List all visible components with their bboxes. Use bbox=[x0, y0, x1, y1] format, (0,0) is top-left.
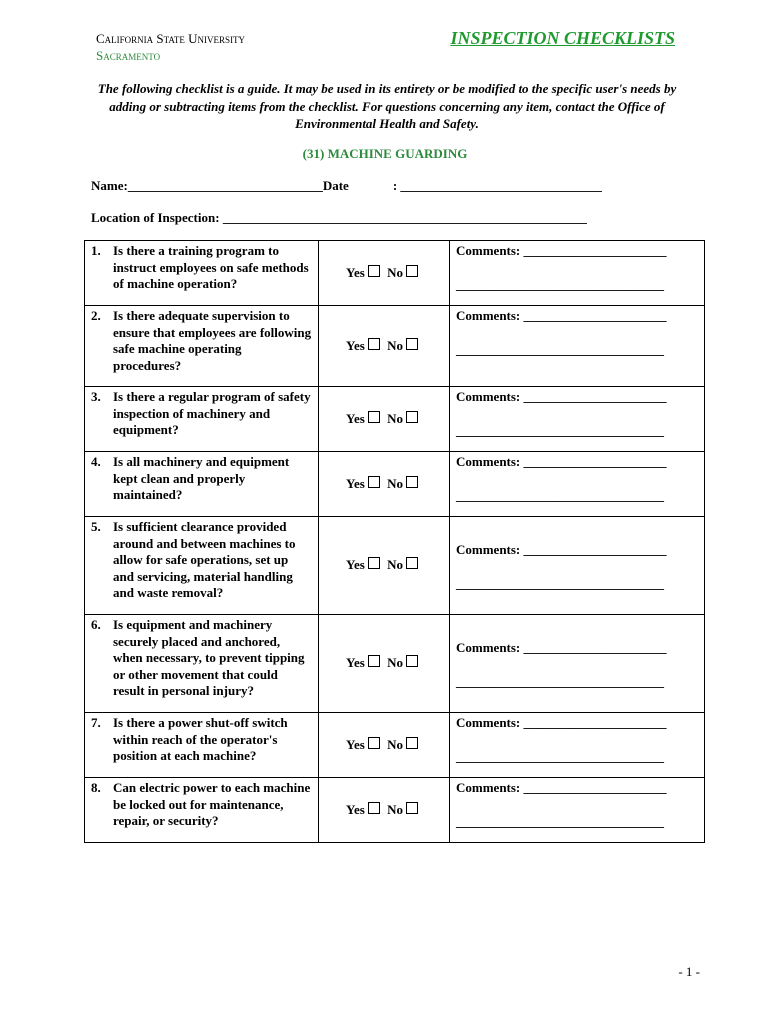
checklist-table bbox=[84, 240, 705, 843]
yes-checkbox[interactable] bbox=[368, 338, 380, 350]
checklist-row bbox=[85, 452, 705, 517]
no-label: No bbox=[387, 264, 403, 280]
comments-field-line-2[interactable]: ________________________________ bbox=[456, 575, 664, 591]
question-text: Is there a power shut-off switch within reach of the operator's position at each machine? bbox=[113, 715, 288, 763]
comments-field[interactable]: ______________________ bbox=[523, 715, 667, 730]
yes-label: Yes bbox=[346, 264, 365, 280]
question-text: Is there a training program to instruct employees on safe methods of machine operation? bbox=[113, 243, 309, 291]
no-checkbox[interactable] bbox=[406, 557, 418, 569]
comments-label: Comments: bbox=[456, 780, 521, 795]
no-label: No bbox=[387, 736, 403, 752]
no-label: No bbox=[387, 557, 403, 573]
checklist-row bbox=[85, 713, 705, 778]
yes-checkbox[interactable] bbox=[368, 655, 380, 667]
comments-field[interactable]: ______________________ bbox=[523, 308, 667, 323]
question-text: Is all machinery and equipment kept clean and properly maintained? bbox=[113, 454, 290, 502]
question-cell bbox=[85, 517, 319, 615]
question-number: 7. bbox=[91, 715, 101, 730]
question-number: 8. bbox=[91, 780, 101, 795]
yes-label: Yes bbox=[346, 655, 365, 671]
answer-cell bbox=[319, 241, 450, 306]
no-checkbox[interactable] bbox=[406, 737, 418, 749]
comments-field[interactable]: ______________________ bbox=[523, 542, 667, 557]
question-text: Is equipment and machinery securely placed and anchored, when necessary, to prevent tipping or other movement that could result in personal injury? bbox=[113, 617, 305, 698]
no-label: No bbox=[387, 337, 403, 353]
question-text: Can electric power to each machine be locked out for maintenance, repair, or security? bbox=[113, 780, 311, 828]
checklist-row bbox=[85, 615, 705, 713]
comments-field[interactable]: ______________________ bbox=[523, 454, 667, 469]
section-title: (31) MACHINE GUARDING bbox=[302, 146, 468, 161]
no-label: No bbox=[387, 410, 403, 426]
comments-cell bbox=[450, 452, 705, 517]
yes-label: Yes bbox=[346, 410, 365, 426]
university-line-1: California State University bbox=[96, 31, 246, 46]
comments-field-line-2[interactable]: ________________________________ bbox=[456, 487, 664, 503]
question-cell bbox=[85, 615, 319, 713]
question-number: 4. bbox=[91, 454, 101, 469]
comments-cell bbox=[450, 306, 705, 387]
question-cell bbox=[85, 387, 319, 452]
comments-label: Comments: bbox=[456, 243, 521, 258]
answer-cell bbox=[319, 387, 450, 452]
university-name bbox=[96, 30, 245, 64]
no-checkbox[interactable] bbox=[406, 338, 418, 350]
comments-label: Comments: bbox=[456, 542, 521, 557]
comments-cell bbox=[450, 778, 705, 843]
comments-field-line-2[interactable]: ________________________________ bbox=[456, 813, 664, 829]
page-number: - 1 - bbox=[678, 964, 700, 979]
comments-field-line-2[interactable]: ________________________________ bbox=[456, 673, 664, 689]
answer-cell bbox=[319, 452, 450, 517]
no-label: No bbox=[387, 475, 403, 491]
no-checkbox[interactable] bbox=[406, 476, 418, 488]
no-checkbox[interactable] bbox=[406, 655, 418, 667]
comments-field-line-2[interactable]: ________________________________ bbox=[456, 422, 664, 438]
university-line-2: Sacramento bbox=[96, 48, 161, 63]
comments-cell bbox=[450, 615, 705, 713]
yes-checkbox[interactable] bbox=[368, 737, 380, 749]
checklist-row bbox=[85, 517, 705, 615]
yes-label: Yes bbox=[346, 337, 365, 353]
question-cell bbox=[85, 241, 319, 306]
no-checkbox[interactable] bbox=[406, 265, 418, 277]
yes-label: Yes bbox=[346, 736, 365, 752]
comments-cell bbox=[450, 713, 705, 778]
yes-label: Yes bbox=[346, 801, 365, 817]
comments-label: Comments: bbox=[456, 715, 521, 730]
comments-field-line-2[interactable]: ________________________________ bbox=[456, 276, 664, 292]
yes-checkbox[interactable] bbox=[368, 265, 380, 277]
no-label: No bbox=[387, 801, 403, 817]
comments-label: Comments: bbox=[456, 640, 521, 655]
no-checkbox[interactable] bbox=[406, 802, 418, 814]
comments-field-line-2[interactable]: ________________________________ bbox=[456, 341, 664, 357]
yes-label: Yes bbox=[346, 557, 365, 573]
question-number: 3. bbox=[91, 389, 101, 404]
question-text: Is there adequate supervision to ensure that employees are following safe machine operating procedures? bbox=[113, 308, 312, 373]
name-label: Name: bbox=[91, 178, 128, 193]
date-label: Date bbox=[322, 178, 349, 193]
location-row bbox=[91, 210, 651, 226]
comments-label: Comments: bbox=[456, 454, 521, 469]
answer-cell bbox=[319, 306, 450, 387]
question-cell bbox=[85, 306, 319, 387]
checklist-row bbox=[85, 778, 705, 843]
comments-field[interactable]: ______________________ bbox=[523, 243, 667, 258]
intro-paragraph: The following checklist is a guide. It may be used in its entirety or be modified to the specific user's needs by adding or subtracting items from the checklist. For questions concerning any item, contact the Office of Environmental Health and Safety. bbox=[97, 81, 677, 131]
comments-field[interactable]: ______________________ bbox=[523, 389, 667, 404]
comments-field[interactable]: ______________________ bbox=[523, 780, 667, 795]
checklist-row bbox=[85, 387, 705, 452]
yes-checkbox[interactable] bbox=[368, 411, 380, 423]
name-date-row bbox=[91, 178, 651, 194]
question-cell bbox=[85, 778, 319, 843]
checklist-row bbox=[85, 241, 705, 306]
comments-label: Comments: bbox=[456, 308, 521, 323]
no-label: No bbox=[387, 655, 403, 671]
answer-cell bbox=[319, 778, 450, 843]
comments-cell bbox=[450, 387, 705, 452]
question-number: 1. bbox=[91, 243, 101, 258]
answer-cell bbox=[319, 615, 450, 713]
answer-cell bbox=[319, 713, 450, 778]
checklist-row bbox=[85, 306, 705, 387]
comments-field-line-2[interactable]: ________________________________ bbox=[456, 748, 664, 764]
no-checkbox[interactable] bbox=[406, 411, 418, 423]
question-number: 2. bbox=[91, 308, 101, 323]
question-number: 6. bbox=[91, 617, 101, 632]
date-field[interactable]: _______________________________ bbox=[400, 178, 602, 193]
question-number: 5. bbox=[91, 519, 101, 534]
comments-field[interactable]: ______________________ bbox=[523, 640, 667, 655]
question-cell bbox=[85, 452, 319, 517]
yes-checkbox[interactable] bbox=[368, 476, 380, 488]
yes-label: Yes bbox=[346, 475, 365, 491]
question-text: Is there a regular program of safety inspection of machinery and equipment? bbox=[113, 389, 311, 437]
comments-cell bbox=[450, 517, 705, 615]
answer-cell bbox=[319, 517, 450, 615]
yes-checkbox[interactable] bbox=[368, 557, 380, 569]
question-cell bbox=[85, 713, 319, 778]
comments-label: Comments: bbox=[456, 389, 521, 404]
document-title: INSPECTION CHECKLISTS bbox=[450, 28, 675, 48]
comments-cell bbox=[450, 241, 705, 306]
location-label: Location of Inspection: bbox=[91, 210, 220, 225]
location-field[interactable]: ________________________________________________________ bbox=[222, 210, 587, 225]
name-field[interactable]: ______________________________ bbox=[127, 178, 323, 193]
question-text: Is sufficient clearance provided around and between machines to allow for safe operations, set up and servicing, material handling and waste removal? bbox=[113, 519, 296, 600]
yes-checkbox[interactable] bbox=[368, 802, 380, 814]
date-colon: : bbox=[392, 178, 398, 193]
